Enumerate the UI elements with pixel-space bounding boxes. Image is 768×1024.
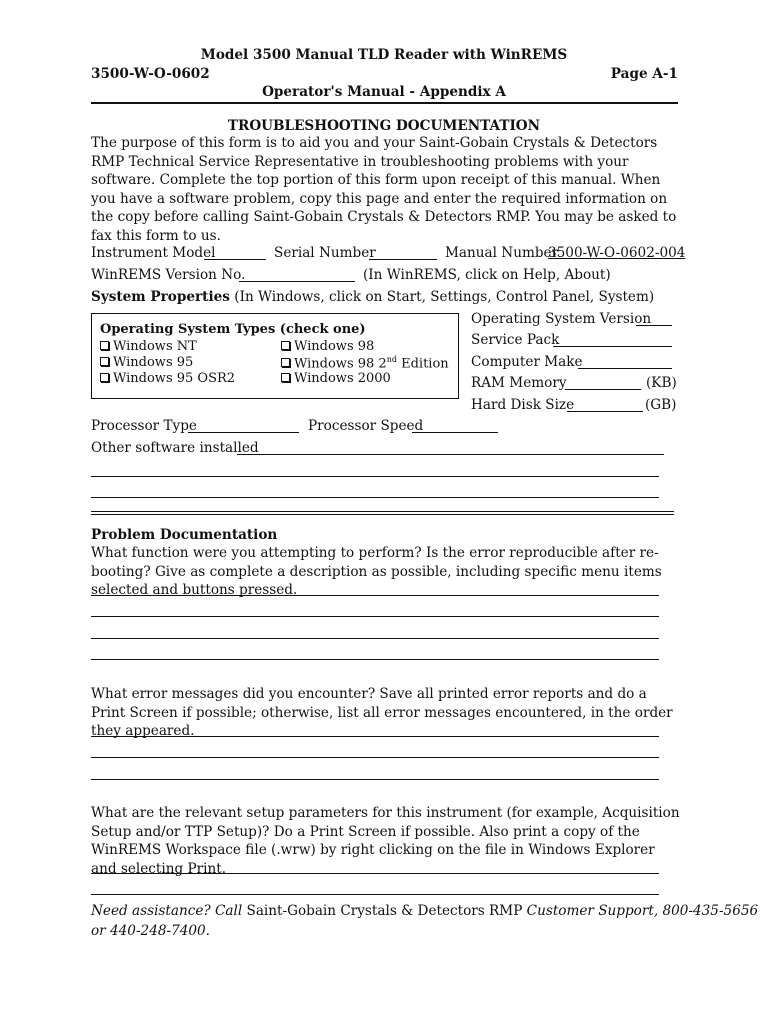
- os-version-field[interactable]: [636, 325, 672, 326]
- winrems-version-label: WinREMS Version No.: [91, 267, 246, 283]
- system-properties-hint: (In Windows, click on Start, Settings, Control Panel, System): [234, 289, 655, 305]
- os-option-2000[interactable]: Windows 2000: [281, 371, 391, 386]
- service-pack-label: Service Pack: [471, 332, 560, 348]
- checkbox-icon[interactable]: [281, 373, 290, 382]
- system-properties-row: [91, 289, 654, 305]
- blank-line[interactable]: [91, 476, 659, 477]
- computer-make-field[interactable]: [578, 368, 672, 369]
- processor-type-field[interactable]: [188, 432, 299, 433]
- answer-line[interactable]: [91, 736, 659, 737]
- answer-line[interactable]: [91, 779, 659, 780]
- answer-line[interactable]: [91, 757, 659, 758]
- instrument-model-field[interactable]: [204, 259, 266, 260]
- instrument-model-label: Instrument Model: [91, 245, 216, 261]
- hdd-field[interactable]: [567, 411, 643, 412]
- footer-company: Saint-Gobain Crystals & Detectors RMP: [242, 903, 523, 919]
- question-3: What are the relevant setup parameters for this instrument (for example, Acquisition Setup and/or TTP Setup)? Do a Print Screen if possible. Also print a copy of the WinREMS Workspace file (.wrw) by right clicking on the file in Windows Explorer and selecting Print.: [91, 805, 680, 877]
- problem-title: Problem Documentation: [91, 527, 278, 543]
- ram-field[interactable]: [565, 389, 641, 390]
- question-1: What function were you attempting to perform? Is the error reproducible after re-booting? Give as complete a description as possible, including specific menu items selected and buttons pressed.: [91, 545, 662, 598]
- checkbox-icon[interactable]: [281, 358, 290, 367]
- computer-make-label: Computer Make: [471, 354, 583, 370]
- ram-label: RAM Memory: [471, 375, 567, 391]
- checkbox-icon[interactable]: [100, 341, 109, 350]
- manual-number-label: Manual Number: [445, 245, 559, 261]
- os-option-95[interactable]: Windows 95: [100, 355, 193, 370]
- serial-number-field[interactable]: [369, 259, 437, 260]
- answer-line[interactable]: [91, 873, 659, 874]
- section-divider: [91, 511, 674, 512]
- processor-type-label: Processor Type: [91, 418, 197, 434]
- other-software-label: Other software installed: [91, 440, 259, 456]
- question-2: What error messages did you encounter? Save all printed error reports and do a Print Screen if possible; otherwise, list all error messages encountered, in the order they appeared.: [91, 686, 673, 739]
- service-pack-field[interactable]: [553, 346, 672, 347]
- other-software-field[interactable]: [237, 454, 664, 455]
- doc-title: Model 3500 Manual TLD Reader with WinREMS: [200, 47, 568, 63]
- intro-paragraph: The purpose of this form is to aid you and your Saint-Gobain Crystals & Detectors RMP Technical Service Representative in troubleshooting problems with your software. Complete the top portion of this form upon receipt of this manual. When you have a software problem, copy this page and enter the required information on the copy before calling Saint-Gobain Crystals & Detectors RMP. You may be asked to fax this form to us.: [91, 135, 677, 244]
- answer-line[interactable]: [91, 659, 659, 660]
- section-title: TROUBLESHOOTING DOCUMENTATION: [227, 118, 541, 134]
- winrems-hint: (In WinREMS, click on Help, About): [363, 267, 611, 283]
- header-rule: [91, 102, 678, 104]
- answer-line[interactable]: [91, 638, 659, 639]
- answer-line[interactable]: [91, 616, 659, 617]
- serial-number-label: Serial Number: [274, 245, 376, 261]
- footer-support: Customer Support, 800-435-5656: [522, 903, 759, 919]
- footer-need: Need assistance? Call: [91, 903, 243, 919]
- footer-line-1: [91, 903, 758, 919]
- hdd-label: Hard Disk Size: [471, 397, 575, 413]
- checkbox-icon[interactable]: [281, 341, 290, 350]
- processor-speed-label: Processor Speed: [308, 418, 424, 434]
- os-version-label: Operating System Version: [471, 311, 652, 327]
- answer-line[interactable]: [91, 894, 659, 895]
- os-option-98[interactable]: Windows 98: [281, 339, 374, 354]
- os-option-98-2nd[interactable]: Windows 98 2nd Edition: [281, 355, 449, 371]
- manual-number-value: 3500-W-O-0602-004: [548, 245, 686, 261]
- ram-unit: (KB): [646, 375, 677, 391]
- checkbox-icon[interactable]: [100, 373, 109, 382]
- winrems-version-field[interactable]: [239, 281, 355, 282]
- footer-line-2: or 440-248-7400.: [91, 923, 210, 939]
- os-option-95-osr2[interactable]: Windows 95 OSR2: [100, 371, 235, 386]
- doc-subtitle: Operator's Manual - Appendix A: [262, 84, 506, 100]
- blank-line[interactable]: [91, 497, 659, 498]
- section-divider: [91, 514, 674, 515]
- os-types-title: Operating System Types (check one): [100, 322, 366, 337]
- doc-id: 3500-W-O-0602: [91, 66, 210, 82]
- answer-line[interactable]: [91, 595, 659, 596]
- checkbox-icon[interactable]: [100, 357, 109, 366]
- hdd-unit: (GB): [645, 397, 677, 413]
- system-properties-label: System Properties: [91, 289, 230, 305]
- page-number: Page A-1: [610, 66, 678, 82]
- os-option-nt[interactable]: Windows NT: [100, 339, 197, 354]
- processor-speed-field[interactable]: [412, 432, 498, 433]
